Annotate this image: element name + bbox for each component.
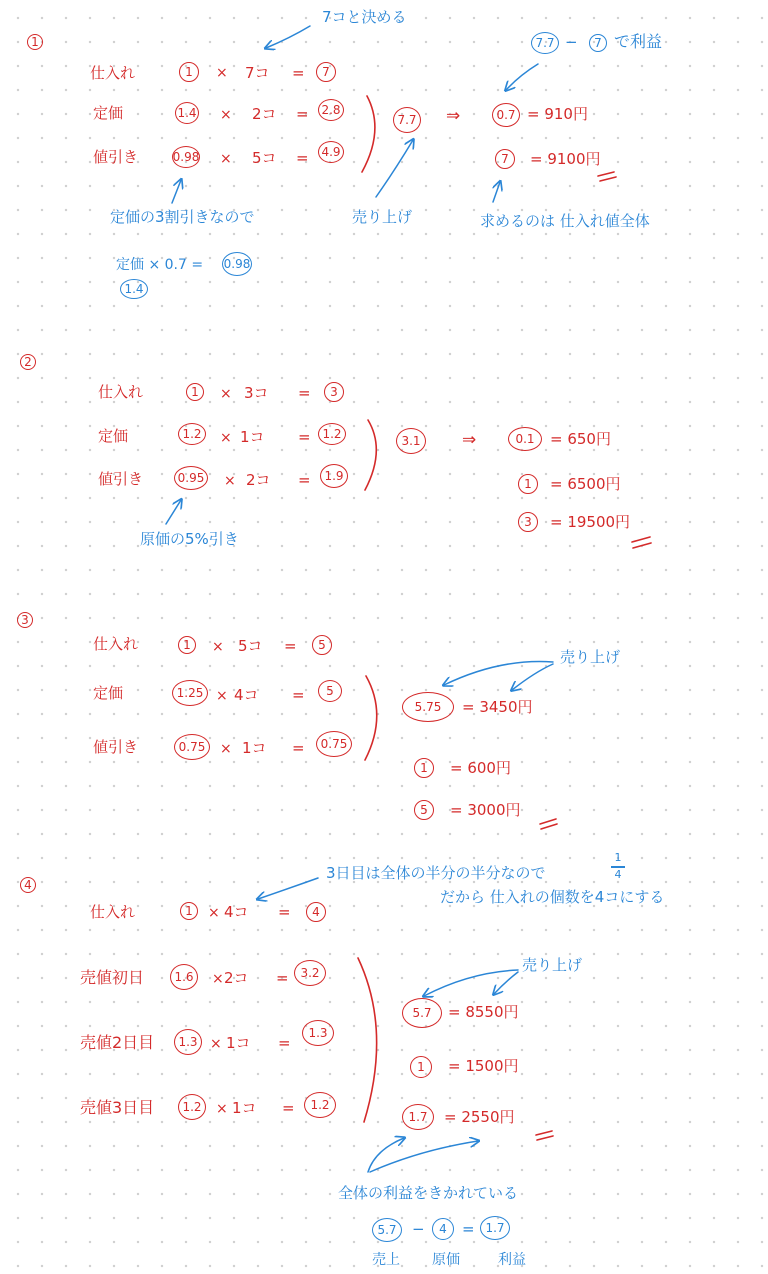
fraction-denominator: 4 <box>614 868 622 881</box>
p2-sum: 3.1 <box>396 428 426 454</box>
p1-ans2-circle: 7 <box>495 149 515 169</box>
p3-row3-qty: 1コ <box>242 739 267 757</box>
times: × <box>220 386 232 402</box>
p1-row3-total: 4.9 <box>318 141 344 163</box>
p3-row2-unit: 1.25 <box>172 680 208 706</box>
times: × <box>224 473 236 489</box>
note-discount: 定価の3割引きなので <box>110 208 255 226</box>
mark-3 <box>540 819 557 829</box>
times: × <box>220 741 232 757</box>
p2-row1-qty: 3コ <box>244 384 269 402</box>
equals: = <box>278 903 291 921</box>
p1-row3-unit: 0.98 <box>172 146 200 168</box>
p3-row2-label: 定価 <box>93 684 124 702</box>
equals: = <box>292 686 305 704</box>
p4-row2-qty: 1コ <box>226 1034 251 1052</box>
fraction-numerator: 1 <box>614 851 622 864</box>
p2-row2-qty: 1コ <box>240 428 265 446</box>
equals: = <box>292 739 305 757</box>
mark-4 <box>536 1131 553 1140</box>
p4-row1-label: 売値初日 <box>80 968 145 987</box>
equals: = <box>278 1034 291 1052</box>
p3-row3-unit: 0.75 <box>174 734 210 760</box>
p4-ans2-value: = 1500円 <box>448 1057 519 1075</box>
p4-row2-unit: 1.3 <box>174 1029 202 1055</box>
note-sales-1: 売り上げ <box>352 208 413 226</box>
p4-row3-label: 売値3日目 <box>80 1098 155 1117</box>
p2-row1-total: 3 <box>324 382 344 402</box>
p2-row1-label: 仕入れ <box>98 383 144 401</box>
p3-row1-qty: 5コ <box>238 637 263 655</box>
p3-row1-total: 5 <box>312 635 332 655</box>
p2-ans2-value: = 6500円 <box>550 475 621 493</box>
p2-ans1-value: = 650円 <box>550 430 611 448</box>
note-7ko: 7コと決める <box>322 8 407 26</box>
p1-row2-total: 2.8 <box>318 99 344 121</box>
times: × <box>212 971 224 987</box>
p4-row2-total: 1.3 <box>302 1020 334 1046</box>
p4-row0-label: 仕入れ <box>90 903 136 921</box>
p1-row2-unit: 1.4 <box>175 102 199 124</box>
p1-row2-label: 定価 <box>93 104 124 122</box>
implies-arrow: ⇒ <box>446 106 461 126</box>
times: × <box>220 430 232 446</box>
calc-circle-2: 1.4 <box>120 279 148 299</box>
eq-equals: = <box>462 1220 475 1238</box>
note-profit-4: 全体の利益をきかれている <box>338 1184 519 1202</box>
equals: = <box>276 969 289 987</box>
problem-1-number: 1 <box>27 34 43 50</box>
note-sales-3: 売り上げ <box>560 648 621 666</box>
p3-ans1-value: = 3450円 <box>462 698 533 716</box>
problem-4-number: 4 <box>20 877 36 893</box>
p2-ans1-circle: 0.1 <box>508 427 542 451</box>
mark-2 <box>632 537 651 548</box>
p2-ans3-circle: 3 <box>518 512 538 532</box>
p3-ans2-value: = 600円 <box>450 759 511 777</box>
p3-row3-label: 値引き <box>93 738 139 756</box>
p4-row0-total: 4 <box>306 902 326 922</box>
arrow-note-sales-4b <box>494 972 518 994</box>
p4-ans3-value: = 2550円 <box>444 1108 515 1126</box>
p4-row0-qty: 4コ <box>224 903 249 921</box>
eq-profit-circle: 1.7 <box>480 1216 510 1240</box>
times: × <box>216 1101 228 1117</box>
bracket-3 <box>365 676 377 760</box>
p3-row3-total: 0.75 <box>316 731 352 757</box>
p4-ans3-circle: 1.7 <box>402 1104 434 1130</box>
equals: = <box>282 1099 295 1117</box>
p1-row3-label: 値引き <box>93 148 139 166</box>
label-profit: 利益 <box>498 1252 526 1268</box>
p1-ans1-value: = 910円 <box>527 105 588 123</box>
label-sales: 売上 <box>372 1252 400 1268</box>
arrow-note-genka <box>166 500 181 524</box>
p2-row2-label: 定価 <box>98 427 129 445</box>
arrow-note-profit-4a <box>368 1138 404 1172</box>
p1-row3-qty: 5コ <box>252 149 277 167</box>
p1-row1-label: 仕入れ <box>90 64 136 82</box>
p3-row2-total: 5 <box>318 680 342 702</box>
arrow-note-sales-1 <box>376 140 413 197</box>
p4-row1-total: 3.2 <box>294 960 326 986</box>
note-want: 求めるのは 仕入れ値全体 <box>480 212 650 230</box>
arrow-note-discount <box>172 180 181 203</box>
arrow-note-sales-4a <box>424 970 518 996</box>
bracket-2 <box>365 420 376 490</box>
times: × <box>220 151 232 167</box>
eq-sales-circle: 5.7 <box>372 1218 402 1242</box>
equals: = <box>298 428 311 446</box>
note-sales-4: 売り上げ <box>522 956 583 974</box>
eq-cost-circle: 4 <box>432 1218 454 1240</box>
label-cost: 原価 <box>432 1252 460 1268</box>
problem-3-number: 3 <box>17 612 33 628</box>
arrow-note-sales-3b <box>512 664 553 690</box>
problem-2-number: 2 <box>20 354 36 370</box>
p2-row2-unit: 1.2 <box>178 423 206 445</box>
p3-ans2-circle: 1 <box>414 758 434 778</box>
p1-row1-unit: 1 <box>179 62 199 82</box>
p2-row1-unit: 1 <box>186 383 204 401</box>
p1-row2-qty: 2コ <box>252 105 277 123</box>
p1-row1-qty: 7コ <box>245 64 270 82</box>
times: × <box>208 905 220 921</box>
p2-ans3-value: = 19500円 <box>550 513 631 531</box>
p3-ans3-value: = 3000円 <box>450 801 521 819</box>
p2-row3-unit: 0.95 <box>174 466 208 490</box>
note-genka: 原価の5%引き <box>140 530 239 548</box>
p1-ans1-circle: 0.7 <box>492 103 520 127</box>
p2-row3-label: 値引き <box>98 470 144 488</box>
arrow-note-want <box>493 182 500 202</box>
p2-ans2-circle: 1 <box>518 474 538 494</box>
arrow-note-profit <box>506 64 538 90</box>
note-profit-text: で利益 <box>614 32 663 51</box>
p4-row1-qty: 2コ <box>224 969 249 987</box>
calc-circle: 0.98 <box>222 252 252 276</box>
bracket-1 <box>362 96 375 172</box>
calc-text: 定価 × 0.7 = <box>116 257 204 273</box>
p4-ans1-value: = 8550円 <box>448 1003 519 1021</box>
times: × <box>212 639 224 655</box>
times: × <box>216 688 228 704</box>
p3-row1-label: 仕入れ <box>93 635 139 653</box>
p2-row3-qty: 2コ <box>246 471 271 489</box>
note-4-line2: だから 仕入れの個数を4コにする <box>440 888 665 906</box>
p4-row3-total: 1.2 <box>304 1092 336 1118</box>
p2-row2-total: 1.2 <box>318 423 346 445</box>
p4-row2-label: 売値2日目 <box>80 1033 155 1052</box>
p1-row1-total: 7 <box>316 62 336 82</box>
bracket-4 <box>358 958 377 1122</box>
p1-ans2-value: = 9100円 <box>530 150 601 168</box>
p3-row1-unit: 1 <box>178 636 196 654</box>
note-profit-minus: − <box>565 33 578 51</box>
p1-sum: 7.7 <box>393 107 421 133</box>
equals: = <box>292 64 305 82</box>
p4-ans2-circle: 1 <box>410 1056 432 1078</box>
note-profit-circle-1: 7.7 <box>531 32 559 54</box>
arrow-note-sales-3a <box>444 661 553 685</box>
equals: = <box>296 105 309 123</box>
times: × <box>210 1036 222 1052</box>
p4-row1-unit: 1.6 <box>170 964 198 990</box>
arrow-note-4ko <box>258 878 318 899</box>
note-4-line1: 3日目は全体の半分の半分なので <box>326 864 546 882</box>
note-profit-circle-2: 7 <box>589 34 607 52</box>
equals: = <box>296 149 309 167</box>
p4-row3-unit: 1.2 <box>178 1094 206 1120</box>
mark-1 <box>598 172 616 181</box>
arrow-note-7ko <box>266 26 310 48</box>
equals: = <box>284 637 297 655</box>
eq-minus: − <box>412 1220 425 1238</box>
times: × <box>216 65 228 81</box>
p3-row2-qty: 4コ <box>234 686 259 704</box>
arrow-note-profit-4b <box>370 1141 478 1172</box>
implies-arrow: ⇒ <box>462 430 477 450</box>
p3-ans1-circle: 5.75 <box>402 692 454 722</box>
p3-ans3-circle: 5 <box>414 800 434 820</box>
p2-row3-total: 1.9 <box>320 464 348 488</box>
p4-ans1-circle: 5.7 <box>402 998 442 1028</box>
p4-row3-qty: 1コ <box>232 1099 257 1117</box>
p4-row0-unit: 1 <box>180 902 198 920</box>
equals: = <box>298 384 311 402</box>
equals: = <box>298 471 311 489</box>
times: × <box>220 107 232 123</box>
